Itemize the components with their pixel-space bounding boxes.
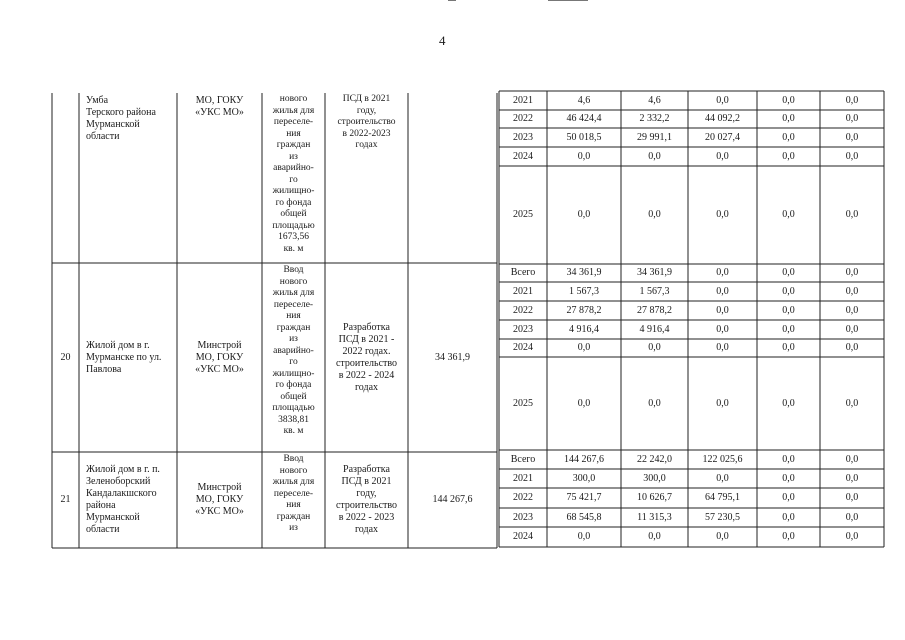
value-cell: 0,0: [716, 531, 729, 542]
value-cell: 0,0: [845, 531, 859, 542]
value-cell: 0,0: [845, 342, 859, 353]
value-cell: 0,0: [716, 304, 729, 316]
value-cell: 0,0: [648, 150, 661, 162]
value-cell: 0,0: [782, 397, 795, 409]
value-cell: 0,0: [648, 342, 661, 353]
total-cell: 68 545,8: [566, 511, 602, 523]
value-cell: 0,0: [845, 397, 859, 409]
value-cell: 0,0: [782, 285, 795, 297]
value-cell: 0,0: [716, 209, 729, 220]
value-cell: 0,0: [782, 267, 795, 278]
value-cell: 0,0: [845, 511, 859, 523]
value-cell: 20 027,4: [705, 131, 740, 143]
value-cell: 0,0: [782, 131, 795, 143]
value-cell: 0,0: [845, 285, 859, 297]
total-cell: 0,0: [577, 342, 591, 353]
year-cell: 2025: [513, 209, 533, 220]
customer: МО, ГОКУ «УКС МО»: [195, 95, 244, 118]
value-cell: 0,0: [845, 131, 859, 143]
object-name: Жилой дом в г. Мурманске по ул. Павлова: [86, 339, 162, 375]
scan-artifact: [548, 0, 588, 1]
value-cell: 34 361,9: [637, 267, 672, 278]
value-cell: 0,0: [845, 472, 859, 484]
value-cell: 22 242,0: [637, 453, 672, 465]
value-cell: 27 878,2: [637, 304, 672, 316]
value-cell: 0,0: [782, 531, 795, 542]
year-cell: 2024: [513, 150, 533, 162]
year-cell: 2025: [513, 397, 533, 409]
customer: Минстрой МО, ГОКУ «УКС МО»: [195, 482, 244, 517]
total-cell: 34 361,9: [566, 267, 602, 278]
value-cell: 0,0: [716, 397, 729, 409]
total-cell: 50 018,5: [566, 131, 602, 143]
value-cell: 0,0: [782, 209, 795, 220]
value-cell: 122 025,6: [702, 453, 743, 465]
value-cell: 4,6: [648, 94, 661, 106]
value-cell: 1 567,3: [639, 285, 670, 297]
page-number: 4: [439, 33, 446, 48]
period: ПСД в 2021 году, строительство в 2022-2023 годах: [337, 94, 396, 150]
year-cell: 2021: [513, 472, 533, 484]
total-cost: 144 267,6: [432, 494, 473, 505]
total-cell: 1 567,3: [569, 285, 599, 297]
year-cell: 2024: [513, 531, 533, 542]
value-cell: 0,0: [782, 511, 795, 523]
value-cell: 0,0: [782, 342, 795, 353]
year-cell: 2022: [513, 492, 533, 503]
total-cell: 300,0: [572, 472, 596, 484]
total-cell: 4 916,4: [569, 323, 599, 335]
value-cell: 11 315,3: [637, 511, 672, 523]
row-number: 21: [60, 494, 71, 505]
value-cell: 0,0: [782, 453, 795, 465]
object-name: Умба Терского района Мурманской области: [86, 95, 156, 142]
value-cell: 0,0: [782, 94, 795, 106]
value-cell: 0,0: [782, 323, 795, 335]
value-cell: 0,0: [845, 492, 859, 503]
value-cell: 0,0: [716, 267, 729, 278]
value-cell: 10 626,7: [637, 492, 672, 503]
year-cell: Всего: [510, 267, 536, 278]
value-cell: 4 916,4: [639, 323, 670, 335]
object-name: Жилой дом в г. п. Зеленоборский Кандалакшского района Мурманской области: [86, 464, 160, 535]
value-cell: 0,0: [716, 323, 729, 335]
value-cell: 0,0: [716, 150, 729, 162]
value-cell: 64 795,1: [705, 492, 740, 503]
value-cell: 0,0: [782, 150, 795, 162]
value-cell: 0,0: [716, 94, 729, 106]
capacity: нового жилья для переселе- ния граждан из аварийно- го жилищно- го фонда общей площадью 1673,56 кв. м: [272, 94, 315, 254]
total-cell: 0,0: [577, 209, 591, 220]
year-cell: 2021: [513, 285, 533, 297]
total-cell: 0,0: [577, 531, 591, 542]
year-cell: 2023: [513, 511, 533, 523]
value-cell: 0,0: [845, 323, 859, 335]
value-cell: 300,0: [643, 472, 666, 484]
year-cell: 2022: [513, 304, 533, 316]
value-cell: 0,0: [845, 113, 859, 124]
total-cell: 4,6: [577, 94, 591, 106]
capacity: Ввод нового жилья для переселе- ния граждан из: [272, 454, 315, 533]
total-cell: 75 421,7: [566, 492, 602, 503]
year-cell: 2024: [513, 342, 533, 353]
total-cell: 46 424,4: [566, 113, 602, 124]
value-cell: 57 230,5: [705, 511, 740, 523]
value-cell: 0,0: [716, 285, 729, 297]
scan-artifact: [448, 0, 456, 1]
value-cell: 0,0: [782, 304, 795, 316]
total-cell: 0,0: [577, 397, 591, 409]
year-cell: Всего: [510, 453, 536, 465]
total-cell: 144 267,6: [564, 453, 604, 465]
value-cell: 0,0: [845, 304, 859, 316]
total-cell: 27 878,2: [566, 304, 602, 316]
value-cell: 0,0: [648, 209, 661, 220]
value-cell: 0,0: [845, 150, 859, 162]
capacity: Ввод нового жилья для переселе- ния граждан из аварийно- го жилищно- го фонда общей площадью 3838,81 кв. м: [272, 265, 315, 436]
value-cell: 0,0: [716, 472, 729, 484]
value-cell: 0,0: [782, 472, 795, 484]
period: Разработка ПСД в 2021 - 2022 годах. строительство в 2022 - 2024 годах: [335, 321, 398, 393]
year-cell: 2023: [513, 131, 533, 143]
value-cell: 0,0: [648, 531, 661, 542]
value-cell: 0,0: [845, 453, 859, 465]
value-cell: 0,0: [648, 397, 661, 409]
value-cell: 0,0: [845, 267, 859, 278]
year-cell: 2022: [513, 113, 533, 124]
value-cell: 29 991,1: [637, 131, 672, 143]
total-cell: 0,0: [577, 150, 591, 162]
total-cost: 34 361,9: [435, 351, 470, 363]
period: Разработка ПСД в 2021 году, строительство в 2022 - 2023 годах: [335, 464, 398, 535]
year-cell: 2023: [513, 323, 533, 335]
value-cell: 0,0: [716, 342, 729, 353]
value-cell: 0,0: [782, 492, 795, 503]
customer: Минстрой МО, ГОКУ «УКС МО»: [195, 339, 244, 375]
row-number: 20: [60, 351, 71, 363]
year-cell: 2021: [513, 94, 533, 106]
value-cell: 44 092,2: [705, 113, 740, 124]
value-cell: 2 332,2: [639, 113, 670, 124]
value-cell: 0,0: [845, 94, 859, 106]
value-cell: 0,0: [845, 209, 859, 220]
value-cell: 0,0: [782, 113, 795, 124]
